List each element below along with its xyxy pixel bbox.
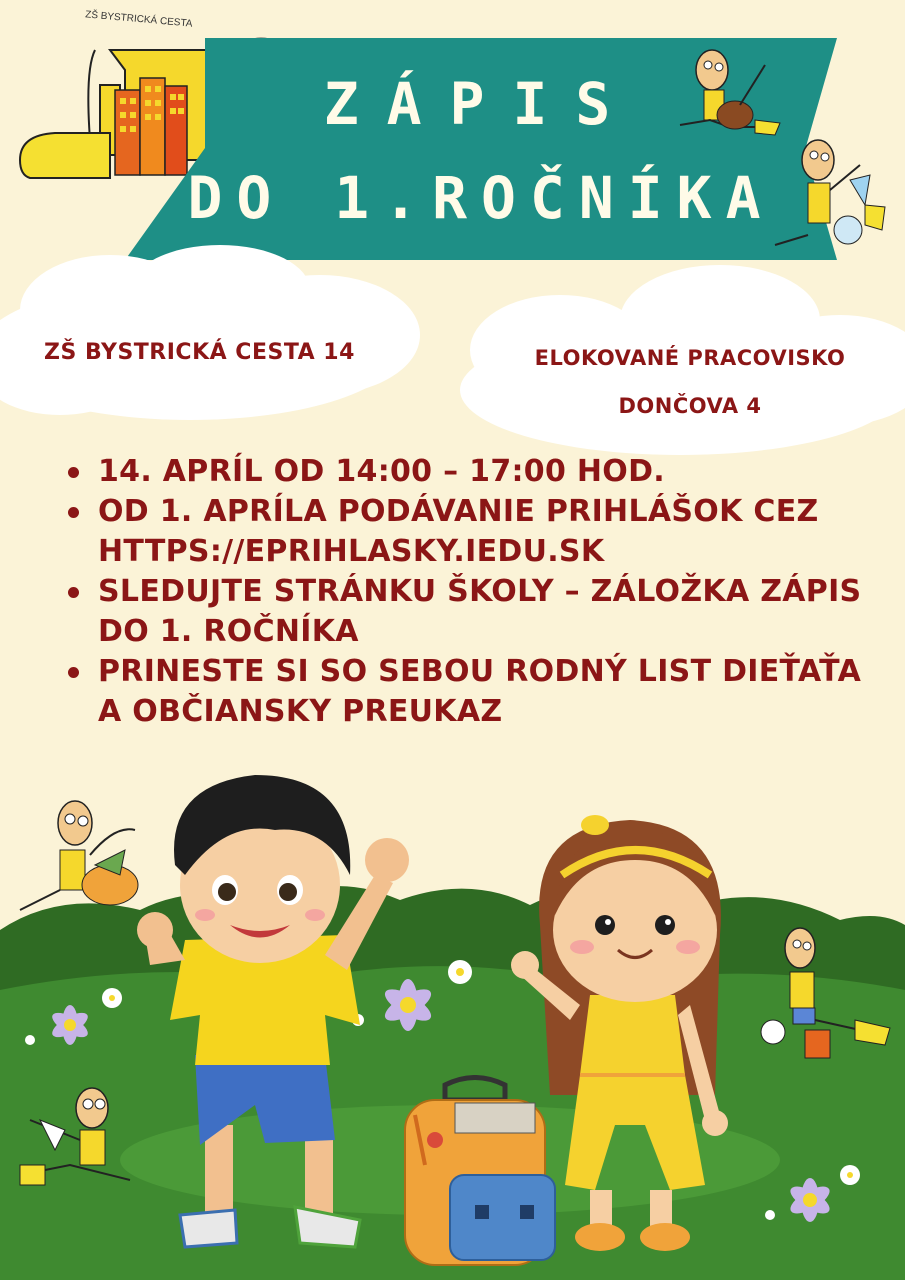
info-item-line: OD 1. APRÍLA PODÁVANIE PRIHLÁŠOK CEZ — [98, 494, 819, 529]
info-list — [60, 452, 900, 732]
flower-icon — [49, 1005, 92, 1045]
info-item-line: 14. APRÍL OD 14:00 – 17:00 HOD. — [98, 454, 665, 489]
mascot-scientist — [770, 135, 888, 255]
info-item-website — [60, 572, 900, 652]
logo-school-name: ZŠ BYSTRICKÁ CESTA — [84, 9, 193, 30]
mascot-football — [755, 920, 895, 1060]
banner-title-line1: ZÁPIS — [323, 70, 639, 138]
girl-illustration — [510, 805, 745, 1260]
info-item-line: A OBČIANSKY PREUKAZ — [98, 694, 503, 729]
football-mascot-icon — [755, 920, 895, 1060]
branch-location-line2: DONČOVA 4 — [618, 394, 762, 418]
mascot-painter — [670, 45, 785, 140]
info-item-line: PRINESTE SI SO SEBOU RODNÝ LIST DIEŤAŤA — [98, 654, 862, 689]
banner-title-line2: DO 1.ROČNÍKA — [187, 164, 775, 232]
scientist-mascot-icon — [770, 135, 888, 255]
main-location: ZŠ BYSTRICKÁ CESTA 14 — [44, 340, 355, 365]
girl-icon — [510, 805, 745, 1260]
info-item-date — [60, 452, 900, 492]
flower-icon — [786, 1178, 833, 1222]
boy-illustration — [125, 765, 420, 1260]
branch-location-line1: ELOKOVANÉ PRACOVISKO — [534, 346, 846, 370]
info-item-line: SLEDUJTE STRÁNKU ŠKOLY – ZÁLOŽKA ZÁPIS — [98, 574, 862, 609]
boy-icon — [125, 765, 420, 1260]
painter-mascot-icon — [670, 45, 785, 140]
info-item-link[interactable]: HTTPS://EPRIHLASKY.IEDU.SK — [98, 534, 605, 569]
info-item-line: DO 1. ROČNÍKA — [98, 614, 359, 649]
info-item-applications — [60, 492, 900, 572]
info-item-documents — [60, 652, 900, 732]
